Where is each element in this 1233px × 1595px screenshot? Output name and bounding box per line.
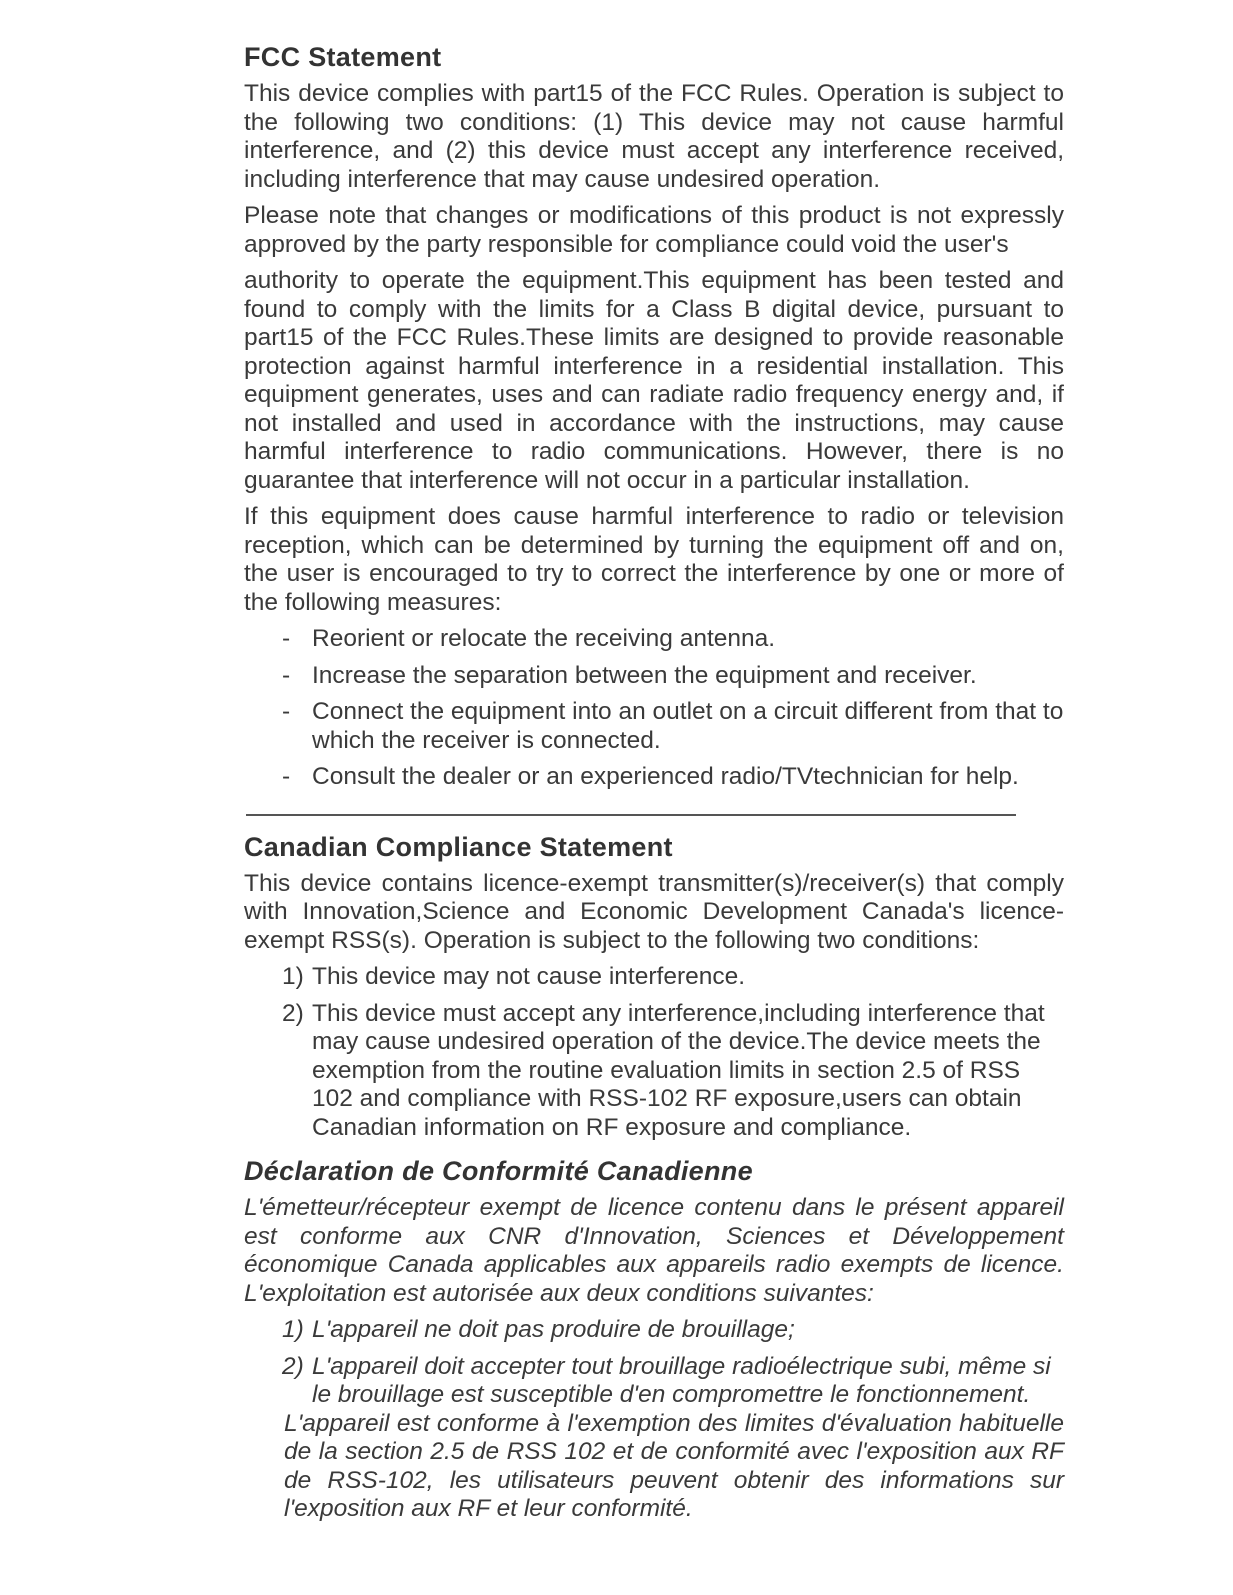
- list-marker: -: [282, 625, 291, 652]
- list-item: [244, 1000, 1064, 1143]
- list-item: [244, 1353, 1064, 1410]
- canada-fr-conditions-list: [244, 1316, 1064, 1410]
- canada-fr-continuation: L'appareil est conforme à l'exemption des limites d'évaluation habituelle de la section 2.5 de RSS 102 et de conformité avec l'exposition aux RF de RSS-102, les utilisateurs peuvent obtenir des informations sur l'exposition aux RF et leur conformité.: [284, 1409, 1064, 1522]
- list-marker: 2): [282, 1352, 304, 1380]
- fcc-paragraph-2: Please note that changes or modifications of this product is not expressly approved by the party responsible for compliance could void the user's: [244, 202, 1064, 258]
- list-item-text: Connect the equipment into an outlet on a circuit different from that to which the receiver is connected.: [312, 698, 1064, 754]
- list-item: [244, 1316, 1064, 1345]
- list-marker: -: [282, 763, 291, 790]
- fcc-heading: FCC Statement: [244, 42, 442, 72]
- fcc-paragraph-4: If this equipment does cause harmful interference to radio or television reception, which can be determined by turning the equipment off and on, the user is encouraged to try to correct the interference by one or more of the following measures:: [244, 503, 1064, 616]
- fcc-paragraph-3: authority to operate the equipment.This equipment has been tested and found to comply with the limits for a Class B digital device, pursuant to part15 of the FCC Rules.These limits are designed to provide reasonable protection against harmful interference in a residential installation. This equipment generates, uses and can radiate radio frequency energy and, if not installed and used in accordance with the instructions, may cause harmful interference to radio communications. However, there is no guarantee that interference will not occur in a particular installation.: [244, 267, 1064, 494]
- document-content: [244, 40, 1064, 1524]
- list-item-text: Increase the separation between the equipment and receiver.: [312, 661, 977, 689]
- list-item-text: This device must accept any interference,including interference that may cause undesired operation of the device.The device meets the exemption from the routine evaluation limits in section 2.5 of RSS 102 and compliance with RSS-102 RF exposure,users can obtain Canadian information on RF exposure and compliance.: [312, 999, 1045, 1141]
- list-item-text: Reorient or relocate the receiving antenna.: [312, 625, 776, 652]
- list-item: [244, 662, 1064, 691]
- section-divider: [246, 814, 1016, 816]
- list-marker: -: [282, 698, 291, 725]
- list-marker: 2): [282, 999, 304, 1027]
- list-item-text: This device may not cause interference.: [312, 963, 746, 990]
- fcc-paragraph-1: This device complies with part15 of the FCC Rules. Operation is subject to the following two conditions: (1) This device may not cause harmful interference, and (2) this device must accept any interference received, including interference that may cause undesired operation.: [244, 80, 1064, 193]
- canada-fr-paragraph-1: L'émetteur/récepteur exempt de licence contenu dans le présent appareil est conforme aux CNR d'Innovation, Sciences et Développement économique Canada applicables aux appareils radio exempts de licence. L'exploitation est autorisée aux deux conditions suivantes:: [244, 1194, 1064, 1307]
- canada-heading: Canadian Compliance Statement: [244, 831, 673, 862]
- canada-fr-section: [244, 1154, 1064, 1524]
- list-item: [244, 698, 1064, 755]
- list-marker: 1): [282, 1316, 304, 1343]
- list-item-text: L'appareil doit accepter tout brouillage radioélectrique subi, même si le brouillage est susceptible d'en compromettre le fonctionnement.: [312, 1352, 1051, 1408]
- canada-fr-heading: Déclaration de Conformité Canadienne: [244, 1156, 753, 1186]
- list-item-text: L'appareil ne doit pas produire de brouillage;: [312, 1316, 795, 1343]
- canada-conditions-list: [244, 963, 1064, 1142]
- canada-paragraph-1: This device contains licence-exempt transmitter(s)/receiver(s) that comply with Innovation,Science and Economic Development Canada's licence-exempt RSS(s). Operation is subject to the following two conditions:: [244, 869, 1064, 954]
- list-marker: -: [282, 661, 291, 689]
- list-marker: 1): [282, 963, 304, 990]
- list-item: [244, 763, 1064, 792]
- list-item: [244, 963, 1064, 992]
- list-item-text: Consult the dealer or an experienced radio/TVtechnician for help.: [312, 763, 1019, 790]
- list-item: [244, 625, 1064, 654]
- fcc-measures-list: [244, 625, 1064, 792]
